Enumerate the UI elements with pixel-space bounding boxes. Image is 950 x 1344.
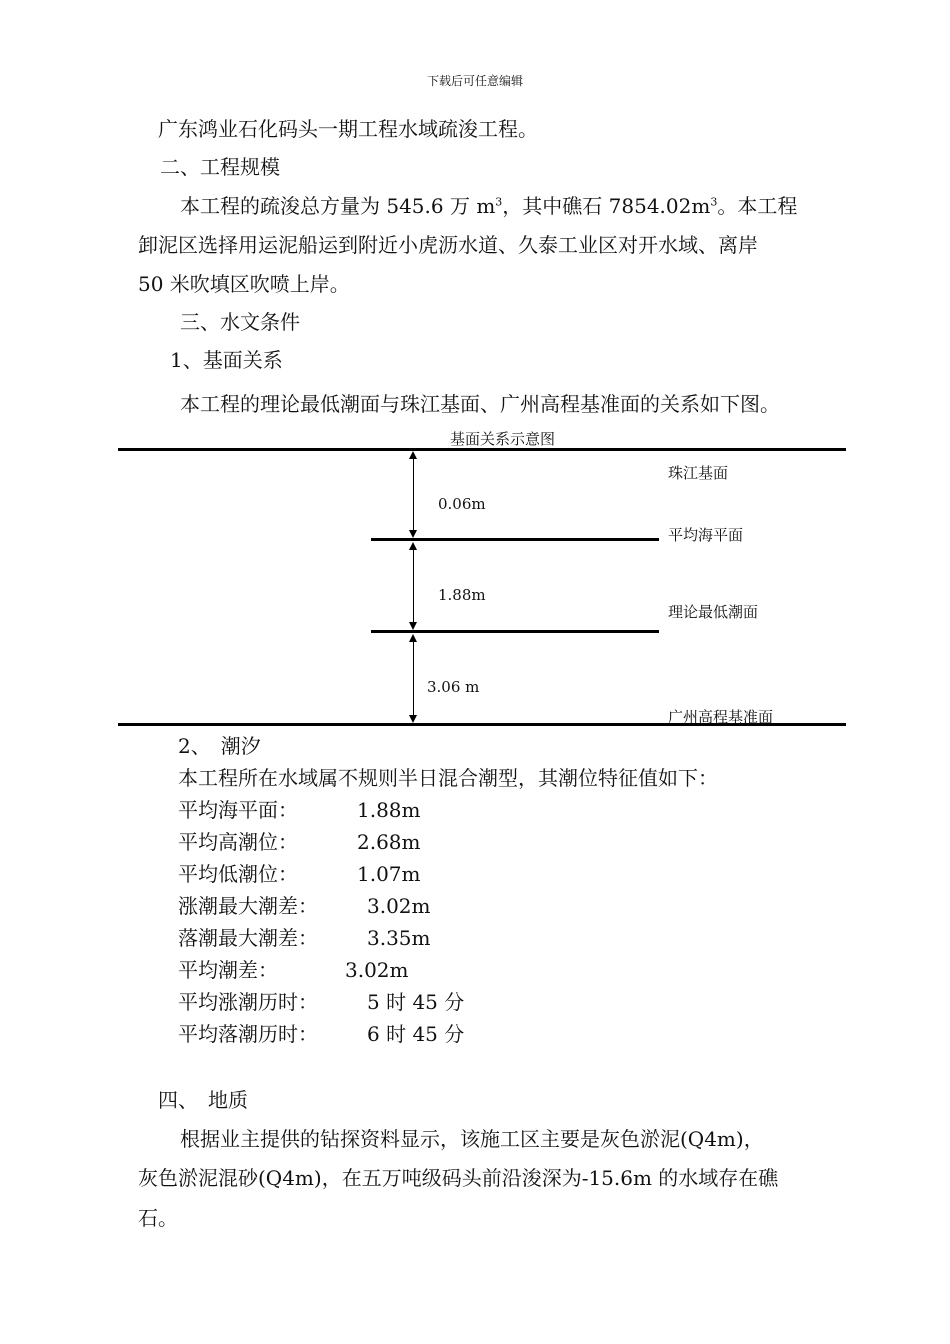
tide-value: 3.35m (367, 926, 431, 950)
dimension-line (413, 641, 414, 716)
lowest-tide-line (371, 630, 659, 633)
heading-tide: 2、 潮汐 (178, 734, 261, 758)
volume-text-3: 。本工程 (717, 194, 798, 218)
gap-label: 1.88m (438, 586, 486, 604)
level-label: 珠江基面 (668, 464, 729, 482)
heading-geology: 四、 地质 (158, 1088, 248, 1112)
paragraph-dredging-volume (180, 193, 797, 219)
volume-text-1: 本工程的疏浚总方量为 545.6 万 m (180, 194, 496, 218)
paragraph-tide-intro: 本工程所在水域属不规则半日混合潮型，其潮位特征值如下： (178, 766, 718, 790)
gap-label: 3.06 m (427, 678, 480, 696)
arrow-down-icon (409, 715, 417, 723)
level-label: 理论最低潮面 (668, 603, 759, 621)
level-label: 广州高程基准面 (668, 708, 774, 726)
gap-label: 0.06m (438, 495, 486, 513)
tide-value: 5 时 45 分 (367, 990, 465, 1014)
tide-label: 平均海平面： (178, 798, 298, 822)
volume-text-2: ，其中礁石 7854.02m (502, 194, 711, 218)
tide-label: 平均涨潮历时： (178, 990, 318, 1014)
diagram-title: 基面关系示意图 (450, 430, 556, 448)
paragraph-dump-area-2: 50 米吹填区吹喷上岸。 (138, 272, 350, 296)
paragraph-geology: 根据业主提供的钻探资料显示，该施工区主要是灰色淤泥(Q4m)， (180, 1127, 764, 1151)
tide-label: 涨潮最大潮差： (178, 894, 318, 918)
tide-label: 平均落潮历时： (178, 1022, 318, 1046)
superscript-3: 3 (495, 195, 503, 209)
tide-label: 落潮最大潮差： (178, 926, 318, 950)
paragraph-dump-area: 卸泥区选择用运泥船运到附近小虎沥水道、久泰工业区对开水域、离岸 (138, 233, 758, 257)
tide-value: 6 时 45 分 (367, 1022, 465, 1046)
paragraph-geology-3: 石。 (138, 1206, 178, 1230)
arrow-down-icon (409, 622, 417, 630)
tide-value: 1.88m (357, 798, 421, 822)
paragraph-project-name: 广东鸿业石化码头一期工程水域疏浚工程。 (158, 117, 538, 141)
arrow-down-icon (409, 530, 417, 538)
dimension-line (413, 549, 414, 624)
dimension-line (413, 458, 414, 532)
superscript-3: 3 (710, 195, 718, 209)
tide-label: 平均低潮位： (178, 862, 298, 886)
tide-value: 3.02m (345, 958, 409, 982)
tide-value: 3.02m (367, 894, 431, 918)
heading-hydrology: 三、水文条件 (180, 310, 300, 334)
level-label: 平均海平面 (668, 526, 744, 544)
mean-sea-level-line (371, 538, 659, 541)
tide-value: 1.07m (357, 862, 421, 886)
tide-label: 平均高潮位： (178, 830, 298, 854)
heading-datum: 1、基面关系 (170, 348, 283, 372)
tide-label: 平均潮差： (178, 958, 278, 982)
paragraph-datum-intro: 本工程的理论最低潮面与珠江基面、广州高程基准面的关系如下图。 (180, 392, 780, 416)
paragraph-geology-2: 灰色淤泥混砂(Q4m)，在五万吨级码头前沿浚深为-15.6m 的水域存在礁 (138, 1166, 779, 1190)
heading-scale: 二、工程规模 (160, 155, 280, 179)
tide-value: 2.68m (357, 830, 421, 854)
pearl-river-datum-line (118, 448, 846, 451)
page-header: 下载后可任意编辑 (426, 74, 523, 88)
